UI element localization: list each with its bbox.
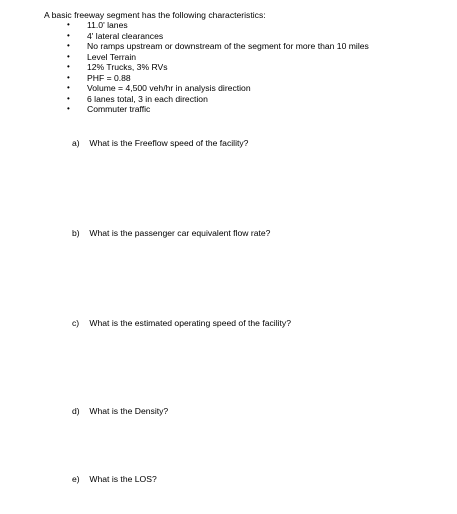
question-text: What is the passenger car equivalent flow rate? xyxy=(89,228,271,238)
list-item xyxy=(65,20,369,31)
bullet-icon: • xyxy=(67,72,70,82)
problem-intro: A basic freeway segment has the following characteristics: xyxy=(44,10,266,20)
list-item xyxy=(65,104,369,115)
bullet-icon: • xyxy=(67,104,70,113)
characteristic-text: Volume = 4,500 veh/hr in analysis direction xyxy=(87,83,251,93)
question-label: d) xyxy=(72,406,80,416)
question-text: What is the Freeflow speed of the facility? xyxy=(89,138,249,148)
question-d xyxy=(72,406,168,416)
question-a xyxy=(72,138,248,148)
bullet-icon: • xyxy=(67,41,70,50)
characteristic-text: PHF = 0.88 xyxy=(87,72,131,83)
list-item xyxy=(65,73,369,84)
question-c xyxy=(72,318,291,328)
question-b xyxy=(72,228,270,238)
characteristic-text: No ramps upstream or downstream of the segment for more than 10 miles xyxy=(87,41,369,51)
bullet-icon: • xyxy=(67,30,70,40)
bullet-icon: • xyxy=(67,83,70,92)
list-item xyxy=(65,41,369,52)
characteristics-list xyxy=(65,20,369,115)
characteristic-text: 11.0' lanes xyxy=(87,20,128,30)
list-item xyxy=(65,31,369,42)
question-label: a) xyxy=(72,138,80,148)
characteristic-text: 6 lanes total, 3 in each direction xyxy=(87,93,208,104)
list-item xyxy=(65,83,369,94)
question-e xyxy=(72,474,157,484)
characteristic-text: Commuter traffic xyxy=(87,104,151,114)
question-label: e) xyxy=(72,474,80,484)
question-label: c) xyxy=(72,318,80,328)
bullet-icon: • xyxy=(67,20,70,29)
question-text: What is the LOS? xyxy=(89,474,157,484)
question-text: What is the estimated operating speed of the facility? xyxy=(89,318,291,328)
list-item xyxy=(65,94,369,105)
list-item xyxy=(65,62,369,73)
list-item xyxy=(65,52,369,63)
bullet-icon: • xyxy=(67,93,70,103)
bullet-icon: • xyxy=(67,62,70,71)
bullet-icon: • xyxy=(67,51,70,61)
characteristic-text: 12% Trucks, 3% RVs xyxy=(87,62,168,72)
characteristic-text: Level Terrain xyxy=(87,51,137,62)
question-label: b) xyxy=(72,228,80,238)
question-text: What is the Density? xyxy=(89,406,169,416)
characteristic-text: 4' lateral clearances xyxy=(87,30,164,41)
